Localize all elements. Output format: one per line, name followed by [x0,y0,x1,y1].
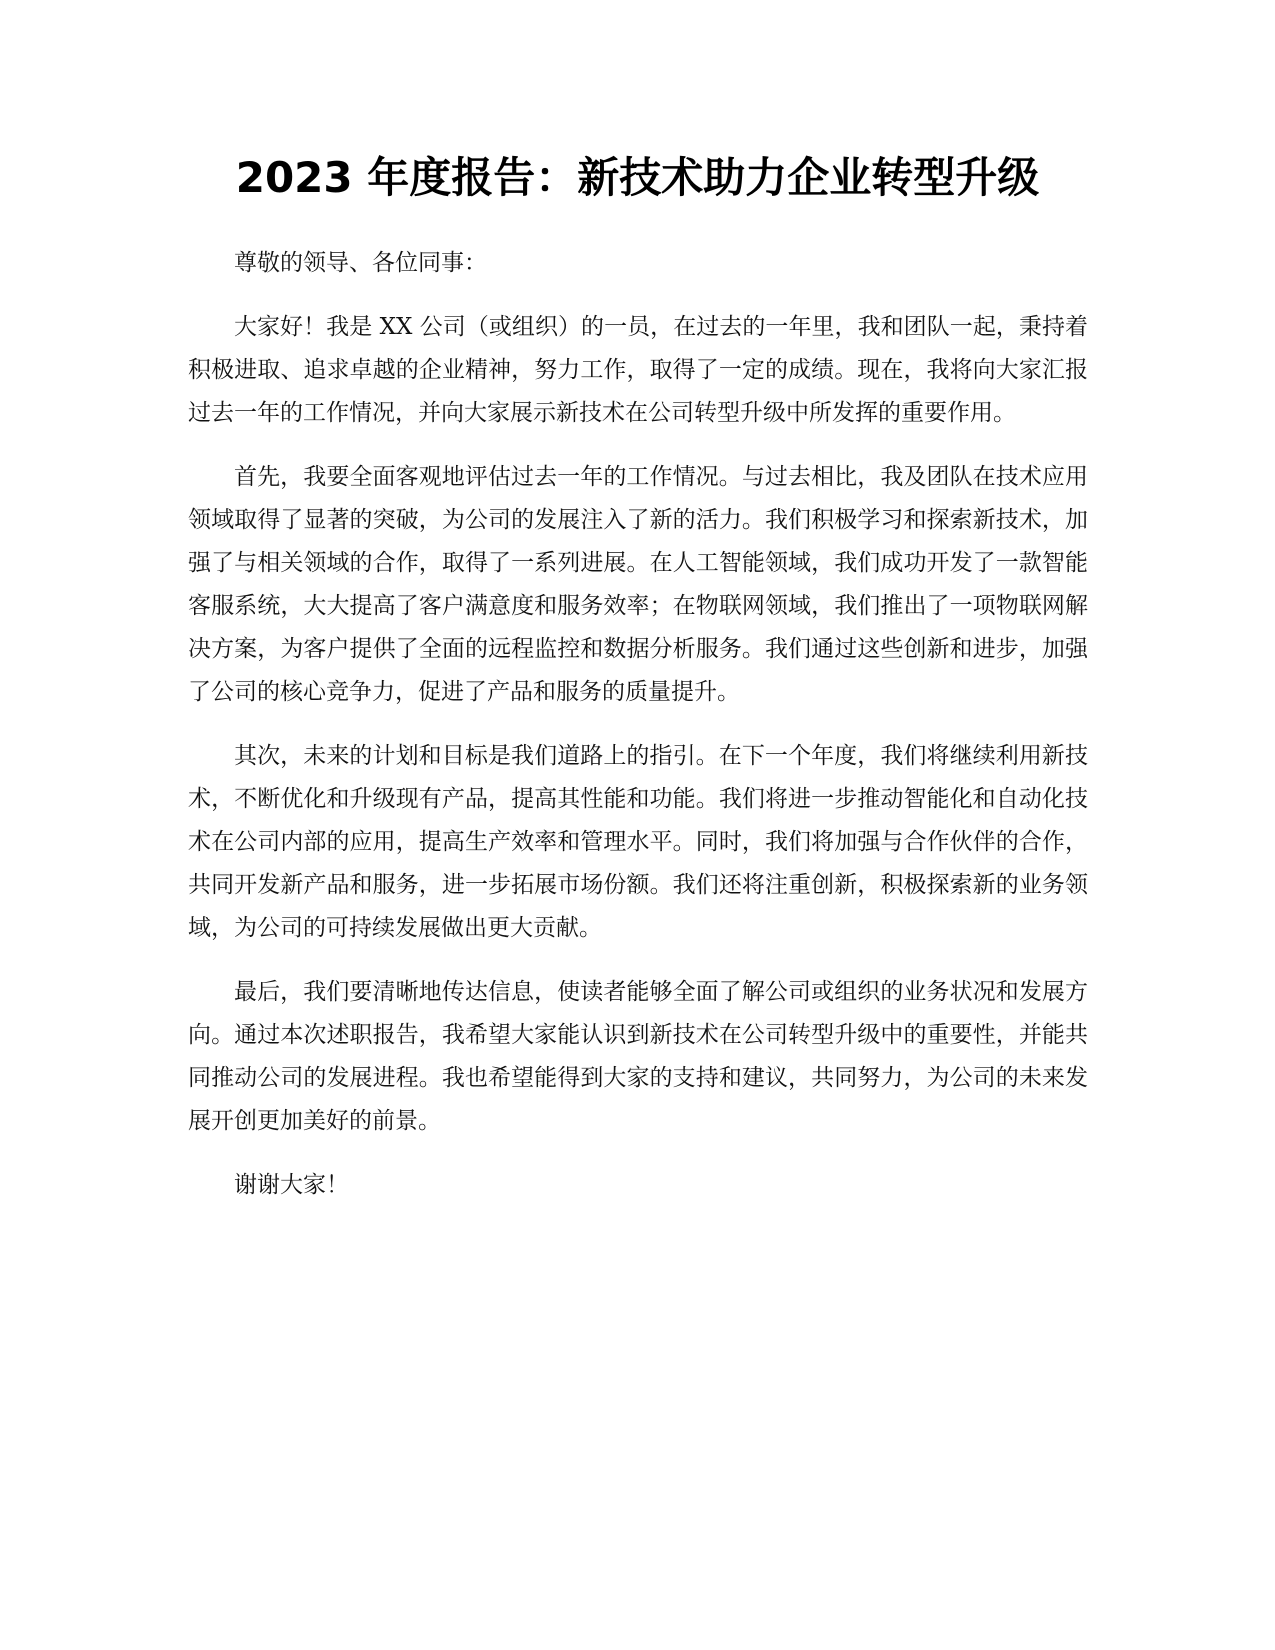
document-body [188,242,1088,1228]
closing-paragraph: 最后，我们要清晰地传达信息，使读者能够全面了解公司或组织的业务状况和发展方向。通过本次述职报告，我希望大家能认识到新技术在公司转型升级中的重要性，并能共同推动公司的发展进程。我也希望能得到大家的支持和建议，共同努力，为公司的未来发展开创更加美好的前景。 [188,979,1088,1134]
thanks-paragraph: 谢谢大家！ [234,1172,349,1198]
plan-paragraph: 其次，未来的计划和目标是我们道路上的指引。在下一个年度，我们将继续利用新技术，不断优化和升级现有产品，提高其性能和功能。我们将进一步推动智能化和自动化技术在公司内部的应用，提高生产效率和管理水平。同时，我们将加强与合作伙伴的合作，共同开发新产品和服务，进一步拓展市场份额。我们还将注重创新，积极探索新的业务领域，为公司的可持续发展做出更大贡献。 [188,743,1088,941]
salutation-paragraph: 尊敬的领导、各位同事： [234,250,487,276]
review-paragraph: 首先，我要全面客观地评估过去一年的工作情况。与过去相比，我及团队在技术应用领域取得了显著的突破，为公司的发展注入了新的活力。我们积极学习和探索新技术，加强了与相关领域的合作，取得了一系列进展。在人工智能领域，我们成功开发了一款智能客服系统，大大提高了客户满意度和服务效率；在物联网领域，我们推出了一项物联网解决方案，为客户提供了全面的远程监控和数据分析服务。我们通过这些创新和进步，加强了公司的核心竞争力，促进了产品和服务的质量提升。 [188,464,1088,705]
document-title: 2023 年度报告：新技术助力企业转型升级 [235,153,1040,202]
intro-paragraph: 大家好！我是 XX 公司（或组织）的一员，在过去的一年里，我和团队一起，秉持着积极进取、追求卓越的企业精神，努力工作，取得了一定的成绩。现在，我将向大家汇报过去一年的工作情况，并向大家展示新技术在公司转型升级中所发挥的重要作用。 [188,314,1088,426]
